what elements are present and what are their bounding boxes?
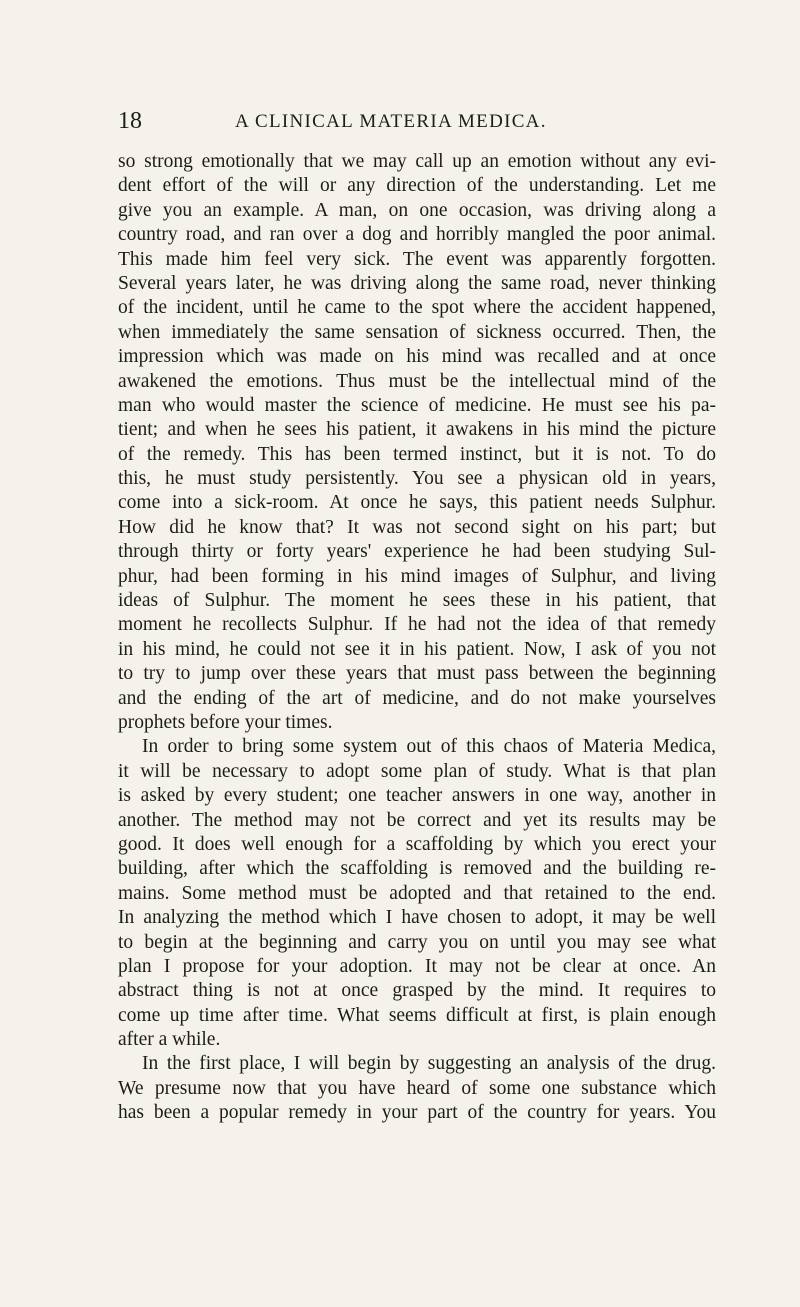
text-line: How did he know that? It was not second sight on his part; but bbox=[118, 516, 716, 538]
text-line: give you an example. A man, on one occasion, was driving along a bbox=[118, 199, 716, 221]
text-line: of the incident, until he came to the spot where the accident happened, bbox=[118, 297, 716, 319]
text-line: In analyzing the method which I have chosen to adopt, it may be well bbox=[118, 907, 716, 929]
text-line: man who would master the science of medicine. He must see his pa- bbox=[118, 394, 716, 416]
text-line: This made him feel very sick. The event was apparently forgotten. bbox=[118, 248, 716, 270]
text-line: when immediately the same sensation of sickness occurred. Then, the bbox=[118, 321, 716, 343]
text-line: building, after which the scaffolding is removed and the building re- bbox=[118, 858, 716, 880]
text-line: In the first place, I will begin by suggesting an analysis of the drug. bbox=[142, 1053, 716, 1075]
text-line: country road, and ran over a dog and horribly mangled the poor animal. bbox=[118, 224, 716, 246]
text-line: has been a popular remedy in your part of the country for years. You bbox=[118, 1102, 716, 1124]
text-line: good. It does well enough for a scaffolding by which you erect your bbox=[118, 833, 716, 855]
text-line: through thirty or forty years' experience he had been studying Sul- bbox=[118, 541, 716, 563]
running-head bbox=[118, 106, 718, 136]
text-line: of the remedy. This has been termed instinct, but it is not. To do bbox=[118, 443, 716, 465]
text-line: it will be necessary to adopt some plan of study. What is that plan bbox=[118, 760, 716, 782]
text-line: is asked by every student; one teacher answers in one way, another in bbox=[118, 785, 716, 807]
body-text bbox=[118, 150, 716, 1126]
text-line: mains. Some method must be adopted and that retained to the end. bbox=[118, 882, 716, 904]
text-line: tient; and when he sees his patient, it awakens in his mind the picture bbox=[118, 419, 716, 441]
page-number: 18 bbox=[118, 108, 142, 134]
text-line: ideas of Sulphur. The moment he sees these in his patient, that bbox=[118, 590, 716, 612]
text-line: awakened the emotions. Thus must be the intellectual mind of the bbox=[118, 370, 716, 392]
text-line: dent effort of the will or any direction of the understanding. Let me bbox=[118, 175, 716, 197]
text-line: and the ending of the art of medicine, and do not make yourselves bbox=[118, 687, 716, 709]
text-line: after a while. bbox=[118, 1029, 221, 1051]
text-line: impression which was made on his mind was recalled and at once bbox=[118, 346, 716, 368]
text-line: We presume now that you have heard of some one substance which bbox=[118, 1077, 716, 1099]
text-line: another. The method may not be correct and yet its results may be bbox=[118, 809, 716, 831]
text-line: phur, had been forming in his mind images of Sulphur, and living bbox=[118, 565, 716, 587]
text-line: In order to bring some system out of this chaos of Materia Medica, bbox=[142, 736, 716, 758]
text-line: to try to jump over these years that must pass between the beginning bbox=[118, 663, 716, 685]
text-line: prophets before your times. bbox=[118, 711, 333, 733]
text-line: come up time after time. What seems difficult at first, is plain enough bbox=[118, 1004, 716, 1026]
text-line: moment he recollects Sulphur. If he had not the idea of that remedy bbox=[118, 614, 716, 636]
text-line: abstract thing is not at once grasped by the mind. It requires to bbox=[118, 980, 716, 1002]
text-line: come into a sick-room. At once he says, this patient needs Sulphur. bbox=[118, 492, 716, 514]
text-line: to begin at the beginning and carry you on until you may see what bbox=[118, 931, 716, 953]
running-title: A CLINICAL MATERIA MEDICA. bbox=[235, 111, 547, 132]
text-line: Several years later, he was driving along the same road, never thinking bbox=[118, 272, 716, 294]
text-line: plan I propose for your adoption. It may not be clear at once. An bbox=[118, 955, 716, 977]
text-line: this, he must study persistently. You see a physican old in years, bbox=[118, 468, 716, 490]
text-line: in his mind, he could not see it in his patient. Now, I ask of you not bbox=[118, 638, 716, 660]
text-line: so strong emotionally that we may call up an emotion without any evi- bbox=[118, 151, 716, 172]
